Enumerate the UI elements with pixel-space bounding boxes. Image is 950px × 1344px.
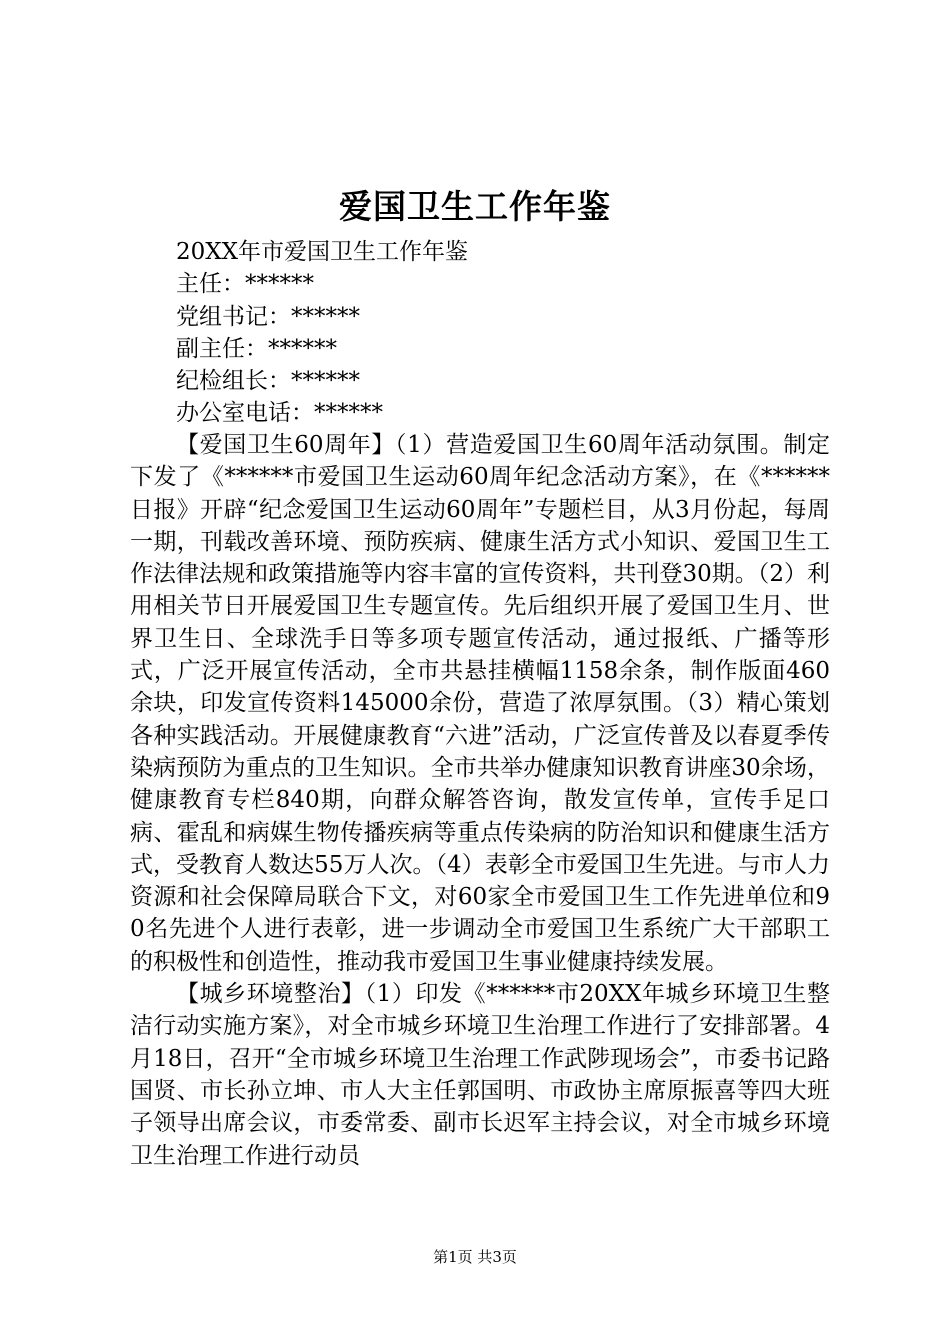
document-meta	[176, 236, 876, 430]
meta-line-party-secretary: 党组书记：******	[176, 303, 360, 330]
meta-line-office-phone: 办公室电话：******	[176, 400, 383, 427]
paragraph-patriotic-health-60th: 【爱国卫生60周年】（1）营造爱国卫生60周年活动氛围。制定下发了《******市爱国卫生运动60周年纪念活动方案》，在《******日报》开辟“纪念爱国卫生运动60周年”专题栏目，从3月份起，每周一期，刊载改善环境、预防疾病、健康生活方式小知识、爱国卫生工作法律法规和政策措施等内容丰富的宣传资料，共刊登30期。（2）利用相关节日开展爱国卫生专题宣传。先后组织开展了爱国卫生月、世界卫生日、全球洗手日等多项专题宣传活动，通过报纸、广播等形式，广泛开展宣传活动，全市共悬挂横幅1158余条，制作版面460余块，印发宣传资料145000余份，营造了浓厚氛围。（3）精心策划各种实践活动。开展健康教育“六进”活动，广泛宣传普及以春夏季传染病预防为重点的卫生知识。全市共举办健康知识教育讲座30余场，健康教育专栏840期，向群众解答咨询，散发宣传单，宣传手足口病、霍乱和病媒生物传播疾病等重点传染病的防治知识和健康生活方式，受教育人数达55万人次。（4）表彰全市爱国卫生先进。与市人力资源和社会保障局联合下文，对60家全市爱国卫生工作先进单位和90名先进个人进行表彰，进一步调动全市爱国卫生系统广大干部职工的积极性和创造性，推动我市爱国卫生事业健康持续发展。	[130, 432, 830, 975]
paragraph-urban-rural-environment: 【城乡环境整治】（1）印发《******市20XX年城乡环境卫生整洁行动实施方案》，对全市城乡环境卫生治理工作进行了安排部署。4月18日，召开“全市城乡环境卫生治理工作武陟现场会”，市委书记路国贤、市长孙立坤、市人大主任郭国明、市政协主席原振喜等四大班子领导出席会议，市委常委、副市长迟军主持会议，对全市城乡环境卫生治理工作进行动员	[130, 981, 830, 1169]
meta-line-yearbook: 20XX年市爱国卫生工作年鉴	[176, 239, 469, 265]
page-footer: 第1页 共3页	[433, 1248, 517, 1266]
meta-line-deputy-director: 副主任：******	[176, 335, 337, 362]
meta-line-discipline-head: 纪检组长：******	[176, 368, 360, 395]
meta-line-director: 主任：******	[176, 271, 314, 298]
document-body	[130, 429, 830, 1172]
document-title: 爱国卫生工作年鉴	[339, 187, 611, 226]
